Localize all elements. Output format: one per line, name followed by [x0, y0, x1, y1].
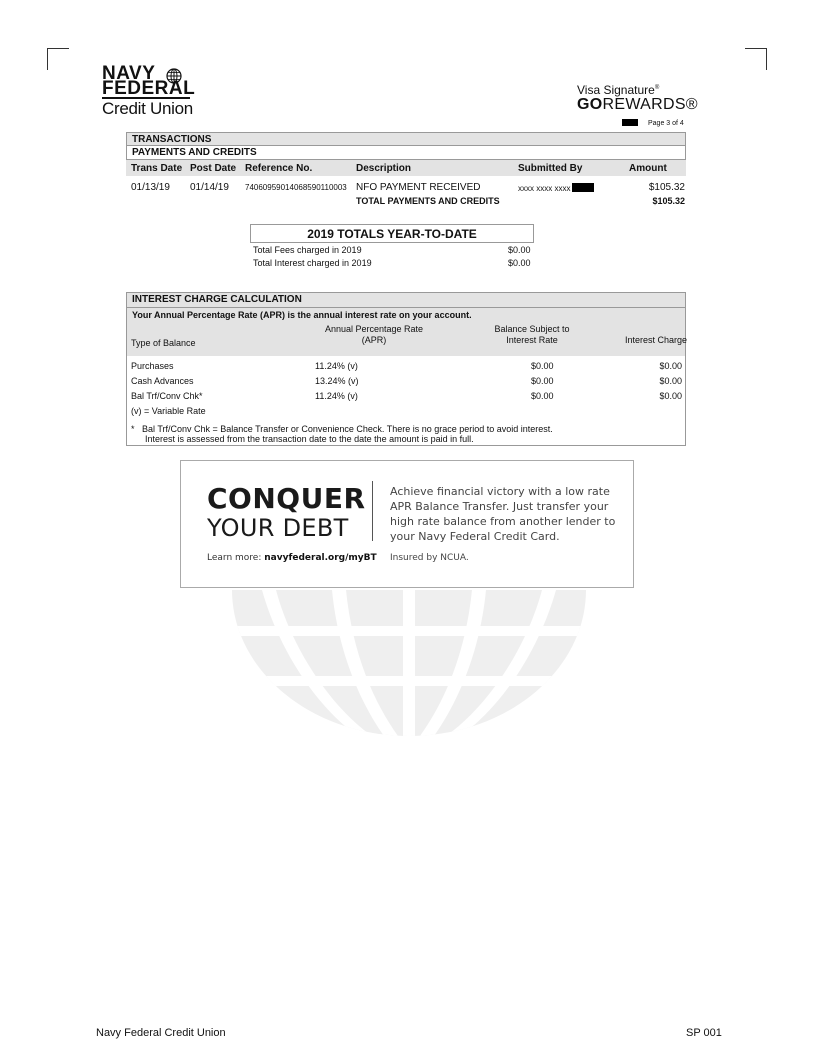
col-post-date: Post Date — [190, 163, 237, 174]
table-row — [127, 388, 685, 403]
trans-date: 01/13/19 — [131, 182, 170, 193]
ytd-title: 2019 TOTALS YEAR-TO-DATE — [250, 224, 534, 243]
balance-type: Cash Advances — [131, 376, 194, 386]
table-row — [127, 373, 685, 388]
page-number: Page 3 of 4 — [622, 119, 684, 127]
globe-watermark-icon — [232, 590, 586, 736]
balance-transfer-ad — [180, 460, 634, 588]
charge-value: $0.00 — [659, 361, 682, 371]
total-row — [126, 193, 686, 207]
total-amount: $105.32 — [652, 196, 685, 206]
amount: $105.32 — [648, 182, 685, 193]
charge-value: $0.00 — [659, 376, 682, 386]
ytd-value: $0.00 — [508, 258, 531, 268]
ad-copy: Achieve financial victory with a low rate APR Balance Transfer. Just transfer your high rate balance from another lender to your Navy Federal Credit Card. — [390, 485, 616, 543]
transactions-section — [126, 132, 686, 207]
ytd-label: Total Interest charged in 2019 — [253, 258, 372, 268]
description: NFO PAYMENT RECEIVED — [356, 182, 481, 193]
col-type-of-balance: Type of Balance — [131, 338, 196, 348]
col-reference: Reference No. — [245, 163, 313, 174]
reference-number: 74060959014068590110003 — [245, 183, 347, 192]
submitted-by: xxxx xxxx xxxx — [518, 183, 594, 193]
ad-divider — [372, 481, 373, 541]
charge-value: $0.00 — [659, 391, 682, 401]
ytd-value: $0.00 — [508, 245, 531, 255]
payments-credits-title: PAYMENTS AND CREDITS — [126, 146, 686, 160]
crop-mark — [47, 48, 69, 49]
ad-headline: CONQUER — [207, 482, 366, 515]
crop-mark — [47, 48, 48, 70]
variable-rate-note: (v) = Variable Rate — [131, 406, 206, 416]
col-interest-charge: Interest Charge — [624, 335, 687, 345]
ytd-row — [250, 256, 534, 269]
transactions-column-headers — [126, 160, 686, 176]
footnote-line-1: * Bal Trf/Conv Chk = Balance Transfer or Convenience Check. There is no grace period to avoid interest. — [131, 424, 553, 434]
col-submitted-by: Submitted By — [518, 163, 583, 174]
ytd-row — [250, 243, 534, 256]
apr-value: 11.24% (v) — [315, 361, 358, 371]
visa-signature-label: Visa Signature® — [577, 83, 660, 97]
crop-mark — [766, 48, 767, 70]
transactions-title: TRANSACTIONS — [126, 132, 686, 146]
col-description: Description — [356, 163, 412, 174]
balance-value: $0.00 — [531, 391, 554, 401]
ad-insured-note: Insured by NCUA. — [390, 553, 469, 563]
logo-navy: NAVY — [102, 63, 156, 84]
footnote-line-2: Interest is assessed from the transaction date to the date the amount is paid in full. — [145, 434, 474, 444]
ad-link[interactable]: navyfederal.org/myBT — [264, 553, 377, 563]
ad-learn-more: Learn more: navyfederal.org/myBT — [207, 553, 377, 563]
apr-value: 13.24% (v) — [315, 376, 359, 386]
logo-credit-union: Credit Union — [102, 99, 193, 118]
navy-federal-logo — [102, 63, 212, 124]
col-apr: Annual Percentage Rate (APR) — [324, 324, 424, 345]
post-date: 01/14/19 — [190, 182, 229, 193]
redaction-block — [622, 119, 638, 126]
globe-icon — [166, 68, 182, 84]
balance-type: Purchases — [131, 361, 174, 371]
footer-right: SP 001 — [686, 1027, 722, 1039]
col-amount: Amount — [629, 163, 667, 174]
balance-value: $0.00 — [531, 361, 554, 371]
interest-charge-section — [126, 292, 686, 446]
col-balance-subject: Balance Subject to Interest Rate — [494, 324, 570, 345]
logo-federal: FEDERAL — [102, 78, 196, 99]
balance-value: $0.00 — [531, 376, 554, 386]
interest-subtitle: Your Annual Percentage Rate (APR) is the annual interest rate on your account. — [127, 308, 685, 322]
table-row — [127, 358, 685, 373]
interest-column-headers — [127, 322, 685, 356]
balance-type: Bal Trf/Conv Chk* — [131, 391, 203, 401]
ytd-label: Total Fees charged in 2019 — [253, 245, 362, 255]
apr-value: 11.24% (v) — [315, 391, 358, 401]
table-row — [126, 179, 686, 193]
crop-mark — [745, 48, 767, 49]
ad-subheadline: YOUR DEBT — [207, 514, 349, 542]
col-trans-date: Trans Date — [131, 163, 183, 174]
go-rewards-logo: GOREWARDS® — [577, 96, 698, 113]
footer-left: Navy Federal Credit Union — [96, 1027, 226, 1039]
total-label: TOTAL PAYMENTS AND CREDITS — [356, 196, 500, 206]
ytd-totals — [250, 224, 534, 269]
interest-title: INTEREST CHARGE CALCULATION — [127, 293, 685, 308]
redaction-block — [572, 183, 594, 192]
